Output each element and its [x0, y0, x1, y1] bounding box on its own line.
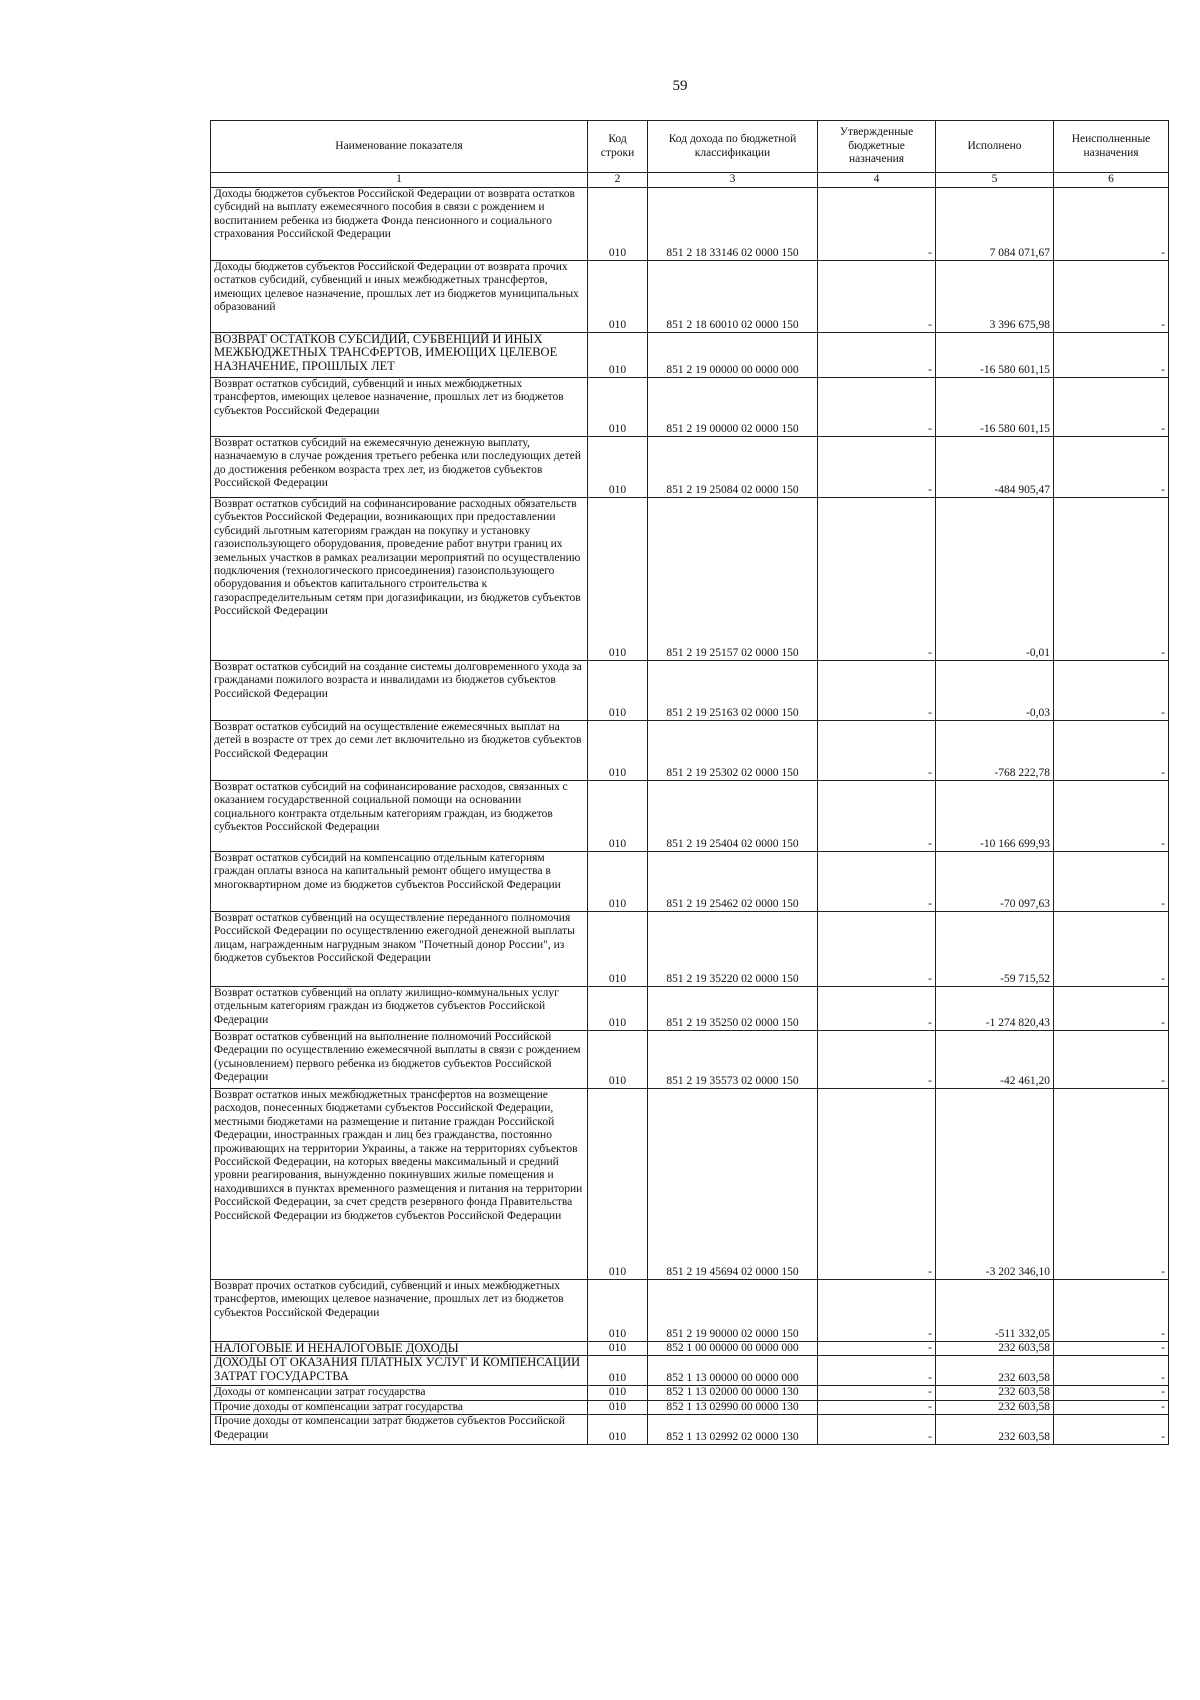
- row-unexecuted: -: [1054, 1089, 1169, 1280]
- row-budget-code: 851 2 19 90000 02 0000 150: [648, 1280, 818, 1342]
- table-row: [211, 1089, 1169, 1280]
- row-approved: -: [818, 987, 936, 1031]
- row-approved: -: [818, 1356, 936, 1386]
- table-row: [211, 1031, 1169, 1089]
- col-number: 3: [648, 173, 818, 188]
- column-number-row: [211, 173, 1169, 188]
- row-executed: -0,01: [936, 498, 1054, 661]
- row-budget-code: 852 1 13 02992 02 0000 130: [648, 1415, 818, 1445]
- row-approved: -: [818, 852, 936, 912]
- col-header-approved: Утвержденные бюджетные назначения: [818, 121, 936, 173]
- row-name: Прочие доходы от компенсации затрат бюджетов субъектов Российской Федерации: [211, 1415, 588, 1445]
- row-executed: -0,03: [936, 661, 1054, 721]
- budget-report-table: [210, 120, 1169, 1445]
- table-row: [211, 987, 1169, 1031]
- row-line-code: 010: [588, 1031, 648, 1089]
- row-line-code: 010: [588, 378, 648, 437]
- table-row: [211, 661, 1169, 721]
- row-budget-code: 852 1 13 02000 00 0000 130: [648, 1386, 818, 1400]
- row-executed: -10 166 699,93: [936, 781, 1054, 852]
- row-name: Доходы бюджетов субъектов Российской Федерации от возврата остатков субсидий на выплату ежемесячного пособия в связи с рождением и воспитанием ребенка из бюджета Фонда пенсионного и социального страхования Российской Федерации: [211, 188, 588, 261]
- row-executed: -59 715,52: [936, 912, 1054, 987]
- row-budget-code: 851 2 18 33146 02 0000 150: [648, 188, 818, 261]
- row-unexecuted: -: [1054, 261, 1169, 333]
- row-budget-code: 851 2 19 35573 02 0000 150: [648, 1031, 818, 1089]
- row-executed: -42 461,20: [936, 1031, 1054, 1089]
- row-name: ВОЗВРАТ ОСТАТКОВ СУБСИДИЙ, СУБВЕНЦИЙ И ИНЫХ МЕЖБЮДЖЕТНЫХ ТРАНСФЕРТОВ, ИМЕЮЩИХ ЦЕЛЕВОЕ НАЗНАЧЕНИЕ, ПРОШЛЫХ ЛЕТ: [211, 333, 588, 378]
- col-header-name: Наименование показателя: [211, 121, 588, 173]
- row-name: Возврат остатков субсидий на софинансирование расходов, связанных с оказанием государственной социальной помощи на основании социального контракта отдельным категориям граждан, из бюджетов субъектов Российской Федерации: [211, 781, 588, 852]
- row-name: Прочие доходы от компенсации затрат государства: [211, 1400, 588, 1414]
- row-unexecuted: -: [1054, 912, 1169, 987]
- row-executed: 232 603,58: [936, 1400, 1054, 1414]
- row-approved: -: [818, 437, 936, 498]
- row-approved: -: [818, 1386, 936, 1400]
- row-line-code: 010: [588, 1356, 648, 1386]
- col-header-budget-code: Код дохода по бюджетной классификации: [648, 121, 818, 173]
- row-name: ДОХОДЫ ОТ ОКАЗАНИЯ ПЛАТНЫХ УСЛУГ И КОМПЕНСАЦИИ ЗАТРАТ ГОСУДАРСТВА: [211, 1356, 588, 1386]
- row-line-code: 010: [588, 498, 648, 661]
- row-budget-code: 851 2 19 25084 02 0000 150: [648, 437, 818, 498]
- row-approved: -: [818, 661, 936, 721]
- row-unexecuted: -: [1054, 1342, 1169, 1356]
- row-unexecuted: -: [1054, 1356, 1169, 1386]
- row-executed: 232 603,58: [936, 1386, 1054, 1400]
- row-executed: -70 097,63: [936, 852, 1054, 912]
- row-budget-code: 852 1 00 00000 00 0000 000: [648, 1342, 818, 1356]
- row-unexecuted: -: [1054, 721, 1169, 781]
- table-row: [211, 852, 1169, 912]
- row-line-code: 010: [588, 1280, 648, 1342]
- table-row: [211, 1356, 1169, 1386]
- row-executed: 3 396 675,98: [936, 261, 1054, 333]
- row-approved: -: [818, 1031, 936, 1089]
- table-row: [211, 781, 1169, 852]
- table-row: [211, 1415, 1169, 1445]
- row-budget-code: 851 2 19 25157 02 0000 150: [648, 498, 818, 661]
- row-unexecuted: -: [1054, 1031, 1169, 1089]
- row-approved: -: [818, 1415, 936, 1445]
- row-executed: -511 332,05: [936, 1280, 1054, 1342]
- row-approved: -: [818, 378, 936, 437]
- row-unexecuted: -: [1054, 781, 1169, 852]
- table-row: [211, 721, 1169, 781]
- table-row: [211, 1386, 1169, 1400]
- row-name: Возврат остатков субвенций на выполнение полномочий Российской Федерации по осуществлению ежемесячной выплаты в связи с рождением (усыновлением) первого ребенка из бюджетов субъектов Российской Федерации: [211, 1031, 588, 1089]
- table-row: [211, 498, 1169, 661]
- row-approved: -: [818, 1089, 936, 1280]
- row-line-code: 010: [588, 188, 648, 261]
- row-name: Возврат остатков субвенций на оплату жилищно-коммунальных услуг отдельным категориям граждан из бюджетов субъектов Российской Федерации: [211, 987, 588, 1031]
- col-header-line-code: Код строки: [588, 121, 648, 173]
- row-budget-code: 851 2 19 25404 02 0000 150: [648, 781, 818, 852]
- row-approved: -: [818, 333, 936, 378]
- row-budget-code: 851 2 19 00000 00 0000 000: [648, 333, 818, 378]
- col-number: 5: [936, 173, 1054, 188]
- row-approved: -: [818, 188, 936, 261]
- row-line-code: 010: [588, 1386, 648, 1400]
- row-unexecuted: -: [1054, 852, 1169, 912]
- row-budget-code: 851 2 19 25302 02 0000 150: [648, 721, 818, 781]
- row-budget-code: 851 2 19 35220 02 0000 150: [648, 912, 818, 987]
- row-unexecuted: -: [1054, 661, 1169, 721]
- row-budget-code: 851 2 19 45694 02 0000 150: [648, 1089, 818, 1280]
- row-budget-code: 851 2 19 25163 02 0000 150: [648, 661, 818, 721]
- table-row: [211, 1400, 1169, 1414]
- row-approved: -: [818, 1280, 936, 1342]
- table-row: [211, 333, 1169, 378]
- row-line-code: 010: [588, 261, 648, 333]
- row-executed: -3 202 346,10: [936, 1089, 1054, 1280]
- row-budget-code: 851 2 19 25462 02 0000 150: [648, 852, 818, 912]
- row-line-code: 010: [588, 1400, 648, 1414]
- table-header-row: [211, 121, 1169, 173]
- row-line-code: 010: [588, 661, 648, 721]
- row-executed: -16 580 601,15: [936, 378, 1054, 437]
- row-unexecuted: -: [1054, 1280, 1169, 1342]
- row-budget-code: 851 2 19 00000 02 0000 150: [648, 378, 818, 437]
- table-row: [211, 261, 1169, 333]
- row-unexecuted: -: [1054, 333, 1169, 378]
- row-unexecuted: -: [1054, 1386, 1169, 1400]
- col-number: 4: [818, 173, 936, 188]
- row-name: Возврат остатков субсидий, субвенций и иных межбюджетных трансфертов, имеющих целевое назначение, прошлых лет из бюджетов субъектов Российской Федерации: [211, 378, 588, 437]
- row-line-code: 010: [588, 987, 648, 1031]
- row-name: НАЛОГОВЫЕ И НЕНАЛОГОВЫЕ ДОХОДЫ: [211, 1342, 588, 1356]
- row-approved: -: [818, 721, 936, 781]
- row-name: Возврат прочих остатков субсидий, субвенций и иных межбюджетных трансфертов, имеющих целевое назначение, прошлых лет из бюджетов субъектов Российской Федерации: [211, 1280, 588, 1342]
- row-name: Доходы от компенсации затрат государства: [211, 1386, 588, 1400]
- row-executed: 232 603,58: [936, 1415, 1054, 1445]
- row-name: Возврат остатков субсидий на осуществление ежемесячных выплат на детей в возрасте от трех до семи лет включительно из бюджетов субъектов Российской Федерации: [211, 721, 588, 781]
- col-number: 6: [1054, 173, 1169, 188]
- table-row: [211, 188, 1169, 261]
- row-budget-code: 851 2 19 35250 02 0000 150: [648, 987, 818, 1031]
- row-budget-code: 851 2 18 60010 02 0000 150: [648, 261, 818, 333]
- row-approved: -: [818, 1400, 936, 1414]
- row-unexecuted: -: [1054, 378, 1169, 437]
- row-name: Возврат остатков субвенций на осуществление переданного полномочия Российской Федерации по осуществлению ежегодной денежной выплаты лицам, награжденным нагрудным знаком "Почетный донор России", из бюджетов субъектов Российской Федерации: [211, 912, 588, 987]
- row-line-code: 010: [588, 1415, 648, 1445]
- row-unexecuted: -: [1054, 437, 1169, 498]
- row-name: Возврат остатков субсидий на создание системы долговременного ухода за гражданами пожилого возраста и инвалидами из бюджетов субъектов Российской Федерации: [211, 661, 588, 721]
- row-approved: -: [818, 781, 936, 852]
- row-name: Возврат остатков субсидий на компенсацию отдельным категориям граждан оплаты взноса на капитальный ремонт общего имущества в многоквартирном доме из бюджетов субъектов Российской Федерации: [211, 852, 588, 912]
- row-executed: -768 222,78: [936, 721, 1054, 781]
- table-row: [211, 1280, 1169, 1342]
- row-name: Доходы бюджетов субъектов Российской Федерации от возврата прочих остатков субсидий, субвенций и иных межбюджетных трансфертов, имеющих целевое назначение, прошлых лет из бюджетов муниципальных образований: [211, 261, 588, 333]
- row-approved: -: [818, 912, 936, 987]
- row-line-code: 010: [588, 721, 648, 781]
- row-line-code: 010: [588, 852, 648, 912]
- row-line-code: 010: [588, 912, 648, 987]
- row-name: Возврат остатков субсидий на софинансирование расходных обязательств субъектов Российской Федерации, возникающих при предоставлении субсидий льготным категориям граждан на покупку и установку газоиспользующего оборудования, проведение работ внутри границ их земельных участков в рамках реализации мероприятий по осуществлению подключения (технологического присоединения) газоиспользующего оборудования и объектов капитального строительства к газораспределительным сетям при догазификации, из бюджетов субъектов Российской Федерации: [211, 498, 588, 661]
- row-approved: -: [818, 498, 936, 661]
- col-number: 2: [588, 173, 648, 188]
- row-executed: 7 084 071,67: [936, 188, 1054, 261]
- col-number: 1: [211, 173, 588, 188]
- row-unexecuted: -: [1054, 987, 1169, 1031]
- row-name: Возврат остатков субсидий на ежемесячную денежную выплату, назначаемую в случае рождения третьего ребенка или последующих детей до достижения ребенком возраста трех лет, из бюджетов субъектов Российской Федерации: [211, 437, 588, 498]
- table-row: [211, 912, 1169, 987]
- row-budget-code: 852 1 13 00000 00 0000 000: [648, 1356, 818, 1386]
- table-body: [211, 188, 1169, 1445]
- row-executed: -484 905,47: [936, 437, 1054, 498]
- col-header-unexecuted: Неисполненные назначения: [1054, 121, 1169, 173]
- page-number: 59: [672, 78, 688, 94]
- row-budget-code: 852 1 13 02990 00 0000 130: [648, 1400, 818, 1414]
- row-line-code: 010: [588, 333, 648, 378]
- row-unexecuted: -: [1054, 188, 1169, 261]
- col-header-executed: Исполнено: [936, 121, 1054, 173]
- table-row: [211, 437, 1169, 498]
- row-line-code: 010: [588, 781, 648, 852]
- row-unexecuted: -: [1054, 498, 1169, 661]
- row-line-code: 010: [588, 1342, 648, 1356]
- row-name: Возврат остатков иных межбюджетных трансфертов на возмещение расходов, понесенных бюджетами субъектов Российской Федерации, местными бюджетами на размещение и питание граждан Российской Федерации, иностранных граждан и лиц без гражданства, постоянно проживающих на территории Украины, а также на территориях субъектов Российской Федерации, на которых введены максимальный и средний уровни реагирования, вынужденно покинувших жилые помещения и находившихся в пунктах временного размещения и питания на территории Российской Федерации, за счет средств резервного фонда Правительства Российской Федерации из бюджетов субъектов Российской Федерации: [211, 1089, 588, 1280]
- row-approved: -: [818, 1342, 936, 1356]
- row-executed: -1 274 820,43: [936, 987, 1054, 1031]
- row-approved: -: [818, 261, 936, 333]
- row-unexecuted: -: [1054, 1400, 1169, 1414]
- row-unexecuted: -: [1054, 1415, 1169, 1445]
- table-row: [211, 378, 1169, 437]
- row-line-code: 010: [588, 1089, 648, 1280]
- row-executed: 232 603,58: [936, 1356, 1054, 1386]
- row-line-code: 010: [588, 437, 648, 498]
- table-row: [211, 1342, 1169, 1356]
- row-executed: 232 603,58: [936, 1342, 1054, 1356]
- row-executed: -16 580 601,15: [936, 333, 1054, 378]
